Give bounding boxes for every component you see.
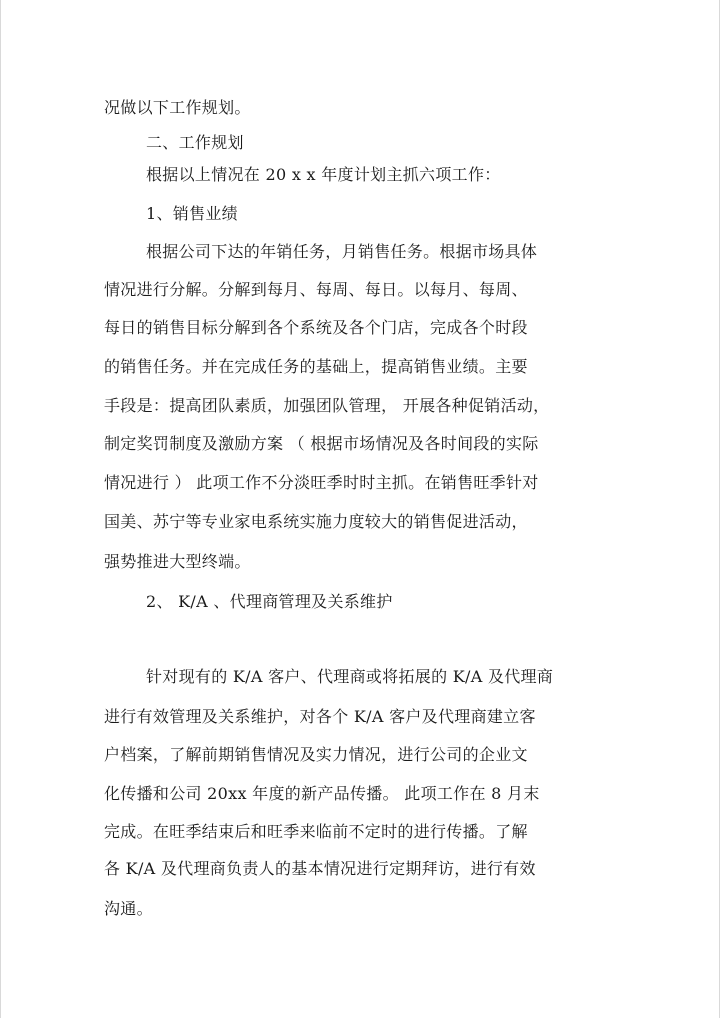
document-page: [1, 0, 720, 1018]
text-line: 制定奖罚制度及激励方案 （ 根据市场情况及各时间段的实际: [104, 434, 539, 453]
subsection-heading: 1、销售业绩: [146, 204, 238, 223]
text-line: 户档案，了解前期销售情况及实力情况，进行公司的企业文: [104, 745, 528, 764]
text-line: 情况进行 ） 此项工作不分淡旺季时时主抓。在销售旺季针对: [104, 473, 539, 492]
text-line: 况做以下工作规划。: [104, 98, 251, 117]
text-line: 针对现有的 K/A 客户、代理商或将拓展的 K/A 及代理商: [146, 667, 554, 686]
text-line: 完成。在旺季结束后和旺季来临前不定时的进行传播。了解: [104, 822, 528, 841]
text-line: 进行有效管理及关系维护，对各个 K/A 客户及代理商建立客: [104, 707, 536, 726]
text-line: 根据以上情况在 20 x x 年度计划主抓六项工作：: [146, 165, 501, 184]
text-line: 的销售任务。并在完成任务的基础上，提高销售业绩。主要: [104, 357, 528, 376]
text-line: 化传播和公司 20xx 年度的新产品传播。 此项工作在 8 月末: [104, 784, 540, 803]
text-line: 每日的销售目标分解到各个系统及各个门店，完成各个时段: [104, 318, 528, 337]
text-line: 手段是：提高团队素质，加强团队管理， 开展各种促销活动，: [104, 396, 550, 415]
text-line: 情况进行分解。分解到每月、每周、每日。以每月、每周、: [104, 280, 528, 299]
text-line: 根据公司下达的年销任务，月销售任务。根据市场具体: [146, 242, 538, 261]
text-line: 强势推进大型终端。: [104, 552, 251, 571]
subsection-heading: 2、 K/A 、代理商管理及关系维护: [146, 592, 393, 611]
text-line: 国美、苏宁等专业家电系统实施力度较大的销售促进活动，: [104, 512, 528, 531]
text-line: 各 K/A 及代理商负责人的基本情况进行定期拜访，进行有效: [104, 859, 536, 878]
text-line: 沟通。: [104, 899, 153, 918]
section-heading: 二、工作规划: [146, 133, 244, 152]
